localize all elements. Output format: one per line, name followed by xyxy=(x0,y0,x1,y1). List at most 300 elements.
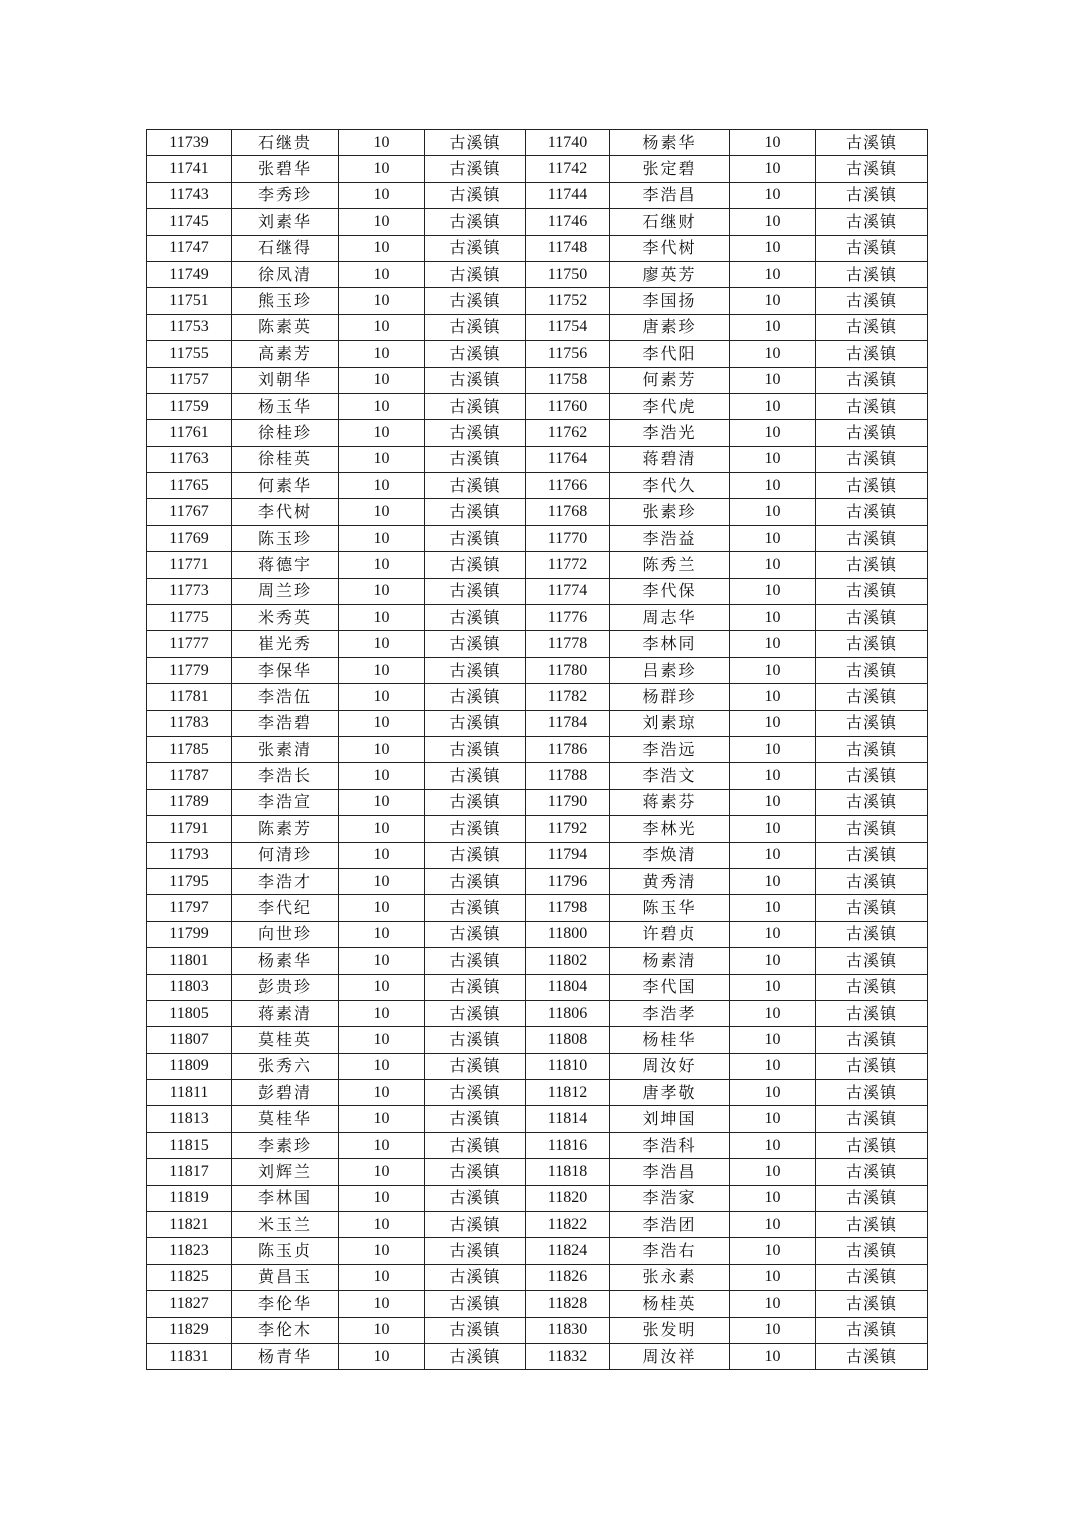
serial-number-cell: 11810 xyxy=(526,1053,610,1079)
town-cell: 古溪镇 xyxy=(425,341,526,367)
name-cell: 向世珍 xyxy=(232,921,339,947)
town-cell: 古溪镇 xyxy=(816,1159,928,1185)
serial-number-cell: 11740 xyxy=(526,130,610,156)
amount-cell: 10 xyxy=(339,1159,425,1185)
amount-cell: 10 xyxy=(339,974,425,1000)
amount-cell: 10 xyxy=(339,1106,425,1132)
town-cell: 古溪镇 xyxy=(425,684,526,710)
amount-cell: 10 xyxy=(730,1053,816,1079)
table-row xyxy=(147,525,928,551)
amount-cell: 10 xyxy=(339,1000,425,1026)
amount-cell: 10 xyxy=(730,1343,816,1369)
amount-cell: 10 xyxy=(339,1212,425,1238)
amount-cell: 10 xyxy=(339,473,425,499)
serial-number-cell: 11818 xyxy=(526,1159,610,1185)
town-cell: 古溪镇 xyxy=(425,1000,526,1026)
name-cell: 杨桂英 xyxy=(610,1291,730,1317)
serial-number-cell: 11790 xyxy=(526,789,610,815)
table-row xyxy=(147,1159,928,1185)
amount-cell: 10 xyxy=(730,948,816,974)
name-cell: 李浩碧 xyxy=(232,710,339,736)
name-cell: 黄昌玉 xyxy=(232,1264,339,1290)
town-cell: 古溪镇 xyxy=(425,578,526,604)
name-cell: 刘坤国 xyxy=(610,1106,730,1132)
name-cell: 杨素华 xyxy=(232,948,339,974)
serial-number-cell: 11754 xyxy=(526,314,610,340)
amount-cell: 10 xyxy=(730,1264,816,1290)
amount-cell: 10 xyxy=(730,235,816,261)
name-cell: 李素珍 xyxy=(232,1132,339,1158)
town-cell: 古溪镇 xyxy=(425,710,526,736)
serial-number-cell: 11799 xyxy=(147,921,232,947)
amount-cell: 10 xyxy=(730,341,816,367)
town-cell: 古溪镇 xyxy=(425,1159,526,1185)
name-cell: 杨青华 xyxy=(232,1343,339,1369)
name-cell: 陈素英 xyxy=(232,314,339,340)
serial-number-cell: 11819 xyxy=(147,1185,232,1211)
amount-cell: 10 xyxy=(730,710,816,736)
serial-number-cell: 11781 xyxy=(147,684,232,710)
name-cell: 李浩团 xyxy=(610,1212,730,1238)
name-cell: 刘朝华 xyxy=(232,367,339,393)
name-cell: 李林同 xyxy=(610,631,730,657)
serial-number-cell: 11755 xyxy=(147,341,232,367)
town-cell: 古溪镇 xyxy=(816,1080,928,1106)
amount-cell: 10 xyxy=(339,1264,425,1290)
town-cell: 古溪镇 xyxy=(425,182,526,208)
amount-cell: 10 xyxy=(339,763,425,789)
town-cell: 古溪镇 xyxy=(816,446,928,472)
serial-number-cell: 11778 xyxy=(526,631,610,657)
serial-number-cell: 11830 xyxy=(526,1317,610,1343)
town-cell: 古溪镇 xyxy=(816,1212,928,1238)
name-cell: 吕素珍 xyxy=(610,657,730,683)
serial-number-cell: 11763 xyxy=(147,446,232,472)
town-cell: 古溪镇 xyxy=(816,605,928,631)
serial-number-cell: 11756 xyxy=(526,341,610,367)
town-cell: 古溪镇 xyxy=(816,1000,928,1026)
amount-cell: 10 xyxy=(730,420,816,446)
serial-number-cell: 11749 xyxy=(147,261,232,287)
town-cell: 古溪镇 xyxy=(816,1343,928,1369)
amount-cell: 10 xyxy=(730,261,816,287)
amount-cell: 10 xyxy=(730,974,816,1000)
table-row xyxy=(147,868,928,894)
town-cell: 古溪镇 xyxy=(425,393,526,419)
table-row xyxy=(147,657,928,683)
town-cell: 古溪镇 xyxy=(425,235,526,261)
serial-number-cell: 11787 xyxy=(147,763,232,789)
amount-cell: 10 xyxy=(339,288,425,314)
town-cell: 古溪镇 xyxy=(816,341,928,367)
amount-cell: 10 xyxy=(730,367,816,393)
town-cell: 古溪镇 xyxy=(816,763,928,789)
amount-cell: 10 xyxy=(730,1027,816,1053)
serial-number-cell: 11766 xyxy=(526,473,610,499)
name-cell: 张碧华 xyxy=(232,156,339,182)
amount-cell: 10 xyxy=(730,130,816,156)
serial-number-cell: 11798 xyxy=(526,895,610,921)
serial-number-cell: 11748 xyxy=(526,235,610,261)
town-cell: 古溪镇 xyxy=(425,1343,526,1369)
town-cell: 古溪镇 xyxy=(425,1212,526,1238)
town-cell: 古溪镇 xyxy=(425,895,526,921)
amount-cell: 10 xyxy=(339,895,425,921)
amount-cell: 10 xyxy=(339,868,425,894)
amount-cell: 10 xyxy=(730,578,816,604)
town-cell: 古溪镇 xyxy=(425,1132,526,1158)
name-cell: 李林光 xyxy=(610,816,730,842)
name-cell: 李代国 xyxy=(610,974,730,1000)
serial-number-cell: 11750 xyxy=(526,261,610,287)
name-cell: 李浩科 xyxy=(610,1132,730,1158)
amount-cell: 10 xyxy=(730,895,816,921)
name-cell: 李浩光 xyxy=(610,420,730,446)
table-row xyxy=(147,156,928,182)
town-cell: 古溪镇 xyxy=(816,473,928,499)
name-cell: 周志华 xyxy=(610,605,730,631)
serial-number-cell: 11753 xyxy=(147,314,232,340)
name-cell: 李浩昌 xyxy=(610,1159,730,1185)
town-cell: 古溪镇 xyxy=(425,499,526,525)
town-cell: 古溪镇 xyxy=(816,552,928,578)
amount-cell: 10 xyxy=(339,1132,425,1158)
table-row xyxy=(147,710,928,736)
town-cell: 古溪镇 xyxy=(816,182,928,208)
name-cell: 刘素琼 xyxy=(610,710,730,736)
town-cell: 古溪镇 xyxy=(425,1317,526,1343)
table-row xyxy=(147,130,928,156)
name-cell: 刘素华 xyxy=(232,209,339,235)
name-cell: 张秀六 xyxy=(232,1053,339,1079)
town-cell: 古溪镇 xyxy=(425,261,526,287)
amount-cell: 10 xyxy=(730,182,816,208)
table-row xyxy=(147,1027,928,1053)
town-cell: 古溪镇 xyxy=(425,605,526,631)
amount-cell: 10 xyxy=(730,1000,816,1026)
table-row xyxy=(147,763,928,789)
town-cell: 古溪镇 xyxy=(816,1317,928,1343)
amount-cell: 10 xyxy=(339,1027,425,1053)
town-cell: 古溪镇 xyxy=(425,130,526,156)
name-cell: 李浩昌 xyxy=(610,182,730,208)
amount-cell: 10 xyxy=(339,1238,425,1264)
table-row xyxy=(147,921,928,947)
serial-number-cell: 11762 xyxy=(526,420,610,446)
serial-number-cell: 11811 xyxy=(147,1080,232,1106)
serial-number-cell: 11739 xyxy=(147,130,232,156)
amount-cell: 10 xyxy=(730,631,816,657)
name-cell: 李浩远 xyxy=(610,736,730,762)
name-cell: 蒋德宇 xyxy=(232,552,339,578)
town-cell: 古溪镇 xyxy=(816,868,928,894)
town-cell: 古溪镇 xyxy=(816,1053,928,1079)
serial-number-cell: 11813 xyxy=(147,1106,232,1132)
table-row xyxy=(147,895,928,921)
town-cell: 古溪镇 xyxy=(816,948,928,974)
serial-number-cell: 11806 xyxy=(526,1000,610,1026)
amount-cell: 10 xyxy=(339,235,425,261)
table-row xyxy=(147,288,928,314)
amount-cell: 10 xyxy=(730,921,816,947)
name-cell: 张素清 xyxy=(232,736,339,762)
serial-number-cell: 11829 xyxy=(147,1317,232,1343)
amount-cell: 10 xyxy=(339,1343,425,1369)
name-cell: 李浩益 xyxy=(610,525,730,551)
town-cell: 古溪镇 xyxy=(816,1106,928,1132)
serial-number-cell: 11782 xyxy=(526,684,610,710)
name-cell: 张发明 xyxy=(610,1317,730,1343)
town-cell: 古溪镇 xyxy=(425,1106,526,1132)
name-cell: 杨玉华 xyxy=(232,393,339,419)
name-cell: 李浩家 xyxy=(610,1185,730,1211)
amount-cell: 10 xyxy=(730,868,816,894)
name-cell: 徐桂英 xyxy=(232,446,339,472)
town-cell: 古溪镇 xyxy=(425,1080,526,1106)
amount-cell: 10 xyxy=(339,605,425,631)
name-cell: 蒋素芬 xyxy=(610,789,730,815)
town-cell: 古溪镇 xyxy=(425,1238,526,1264)
town-cell: 古溪镇 xyxy=(816,921,928,947)
serial-number-cell: 11802 xyxy=(526,948,610,974)
serial-number-cell: 11816 xyxy=(526,1132,610,1158)
serial-number-cell: 11767 xyxy=(147,499,232,525)
amount-cell: 10 xyxy=(730,1185,816,1211)
serial-number-cell: 11803 xyxy=(147,974,232,1000)
table-row xyxy=(147,499,928,525)
table-row xyxy=(147,367,928,393)
name-cell: 陈素芳 xyxy=(232,816,339,842)
amount-cell: 10 xyxy=(730,552,816,578)
amount-cell: 10 xyxy=(730,657,816,683)
name-cell: 莫桂华 xyxy=(232,1106,339,1132)
name-cell: 崔光秀 xyxy=(232,631,339,657)
amount-cell: 10 xyxy=(730,816,816,842)
town-cell: 古溪镇 xyxy=(816,393,928,419)
town-cell: 古溪镇 xyxy=(816,710,928,736)
town-cell: 古溪镇 xyxy=(816,895,928,921)
table-row xyxy=(147,974,928,1000)
name-cell: 李代纪 xyxy=(232,895,339,921)
name-cell: 李保华 xyxy=(232,657,339,683)
serial-number-cell: 11759 xyxy=(147,393,232,419)
amount-cell: 10 xyxy=(339,631,425,657)
table-row xyxy=(147,552,928,578)
name-cell: 杨素华 xyxy=(610,130,730,156)
serial-number-cell: 11796 xyxy=(526,868,610,894)
town-cell: 古溪镇 xyxy=(816,1291,928,1317)
town-cell: 古溪镇 xyxy=(425,1185,526,1211)
table-row xyxy=(147,473,928,499)
table-row xyxy=(147,605,928,631)
table-row xyxy=(147,420,928,446)
table-row xyxy=(147,789,928,815)
town-cell: 古溪镇 xyxy=(425,1027,526,1053)
amount-cell: 10 xyxy=(339,446,425,472)
serial-number-cell: 11760 xyxy=(526,393,610,419)
name-cell: 石继贵 xyxy=(232,130,339,156)
amount-cell: 10 xyxy=(339,657,425,683)
amount-cell: 10 xyxy=(339,367,425,393)
name-cell: 李国扬 xyxy=(610,288,730,314)
serial-number-cell: 11777 xyxy=(147,631,232,657)
table-row xyxy=(147,1185,928,1211)
serial-number-cell: 11794 xyxy=(526,842,610,868)
serial-number-cell: 11765 xyxy=(147,473,232,499)
serial-number-cell: 11761 xyxy=(147,420,232,446)
name-cell: 蒋素清 xyxy=(232,1000,339,1026)
name-cell: 张定碧 xyxy=(610,156,730,182)
town-cell: 古溪镇 xyxy=(816,130,928,156)
town-cell: 古溪镇 xyxy=(425,736,526,762)
serial-number-cell: 11774 xyxy=(526,578,610,604)
serial-number-cell: 11751 xyxy=(147,288,232,314)
amount-cell: 10 xyxy=(339,314,425,340)
serial-number-cell: 11825 xyxy=(147,1264,232,1290)
name-cell: 刘辉兰 xyxy=(232,1159,339,1185)
roster-body xyxy=(147,130,928,1370)
amount-cell: 10 xyxy=(730,446,816,472)
town-cell: 古溪镇 xyxy=(425,763,526,789)
town-cell: 古溪镇 xyxy=(816,974,928,1000)
serial-number-cell: 11741 xyxy=(147,156,232,182)
amount-cell: 10 xyxy=(339,842,425,868)
amount-cell: 10 xyxy=(339,1080,425,1106)
town-cell: 古溪镇 xyxy=(425,552,526,578)
table-row xyxy=(147,816,928,842)
name-cell: 李伦木 xyxy=(232,1317,339,1343)
amount-cell: 10 xyxy=(339,261,425,287)
name-cell: 杨素清 xyxy=(610,948,730,974)
town-cell: 古溪镇 xyxy=(816,1185,928,1211)
name-cell: 唐素珍 xyxy=(610,314,730,340)
serial-number-cell: 11785 xyxy=(147,736,232,762)
town-cell: 古溪镇 xyxy=(425,209,526,235)
serial-number-cell: 11807 xyxy=(147,1027,232,1053)
serial-number-cell: 11826 xyxy=(526,1264,610,1290)
serial-number-cell: 11764 xyxy=(526,446,610,472)
name-cell: 李代树 xyxy=(232,499,339,525)
name-cell: 周汝祥 xyxy=(610,1343,730,1369)
amount-cell: 10 xyxy=(730,605,816,631)
name-cell: 李浩孝 xyxy=(610,1000,730,1026)
town-cell: 古溪镇 xyxy=(425,948,526,974)
town-cell: 古溪镇 xyxy=(816,261,928,287)
amount-cell: 10 xyxy=(730,763,816,789)
amount-cell: 10 xyxy=(730,314,816,340)
serial-number-cell: 11780 xyxy=(526,657,610,683)
amount-cell: 10 xyxy=(730,1317,816,1343)
town-cell: 古溪镇 xyxy=(816,209,928,235)
table-row xyxy=(147,1080,928,1106)
amount-cell: 10 xyxy=(339,499,425,525)
serial-number-cell: 11812 xyxy=(526,1080,610,1106)
town-cell: 古溪镇 xyxy=(816,816,928,842)
table-row xyxy=(147,393,928,419)
serial-number-cell: 11745 xyxy=(147,209,232,235)
table-row xyxy=(147,182,928,208)
town-cell: 古溪镇 xyxy=(816,736,928,762)
amount-cell: 10 xyxy=(339,684,425,710)
name-cell: 米玉兰 xyxy=(232,1212,339,1238)
town-cell: 古溪镇 xyxy=(425,1291,526,1317)
table-row xyxy=(147,1264,928,1290)
amount-cell: 10 xyxy=(339,736,425,762)
table-row xyxy=(147,948,928,974)
table-row xyxy=(147,1132,928,1158)
amount-cell: 10 xyxy=(339,182,425,208)
amount-cell: 10 xyxy=(730,684,816,710)
table-row xyxy=(147,1000,928,1026)
town-cell: 古溪镇 xyxy=(425,420,526,446)
amount-cell: 10 xyxy=(730,789,816,815)
table-row xyxy=(147,578,928,604)
town-cell: 古溪镇 xyxy=(425,868,526,894)
table-row xyxy=(147,1053,928,1079)
name-cell: 陈玉华 xyxy=(610,895,730,921)
table-row xyxy=(147,1212,928,1238)
town-cell: 古溪镇 xyxy=(816,525,928,551)
name-cell: 彭碧清 xyxy=(232,1080,339,1106)
town-cell: 古溪镇 xyxy=(425,789,526,815)
name-cell: 徐凤清 xyxy=(232,261,339,287)
name-cell: 廖英芳 xyxy=(610,261,730,287)
amount-cell: 10 xyxy=(730,156,816,182)
amount-cell: 10 xyxy=(730,842,816,868)
amount-cell: 10 xyxy=(730,393,816,419)
name-cell: 张素珍 xyxy=(610,499,730,525)
serial-number-cell: 11769 xyxy=(147,525,232,551)
table-row xyxy=(147,1106,928,1132)
town-cell: 古溪镇 xyxy=(425,816,526,842)
serial-number-cell: 11804 xyxy=(526,974,610,1000)
name-cell: 李浩右 xyxy=(610,1238,730,1264)
serial-number-cell: 11795 xyxy=(147,868,232,894)
amount-cell: 10 xyxy=(730,1291,816,1317)
name-cell: 李代虎 xyxy=(610,393,730,419)
amount-cell: 10 xyxy=(730,736,816,762)
serial-number-cell: 11827 xyxy=(147,1291,232,1317)
town-cell: 古溪镇 xyxy=(425,657,526,683)
serial-number-cell: 11793 xyxy=(147,842,232,868)
town-cell: 古溪镇 xyxy=(816,1238,928,1264)
table-row xyxy=(147,314,928,340)
name-cell: 李林国 xyxy=(232,1185,339,1211)
amount-cell: 10 xyxy=(339,921,425,947)
town-cell: 古溪镇 xyxy=(425,288,526,314)
name-cell: 周兰珍 xyxy=(232,578,339,604)
amount-cell: 10 xyxy=(730,209,816,235)
name-cell: 莫桂英 xyxy=(232,1027,339,1053)
serial-number-cell: 11822 xyxy=(526,1212,610,1238)
town-cell: 古溪镇 xyxy=(816,1027,928,1053)
serial-number-cell: 11800 xyxy=(526,921,610,947)
name-cell: 彭贵珍 xyxy=(232,974,339,1000)
amount-cell: 10 xyxy=(339,552,425,578)
table-row xyxy=(147,209,928,235)
amount-cell: 10 xyxy=(339,1317,425,1343)
town-cell: 古溪镇 xyxy=(425,842,526,868)
serial-number-cell: 11792 xyxy=(526,816,610,842)
amount-cell: 10 xyxy=(339,393,425,419)
amount-cell: 10 xyxy=(730,1106,816,1132)
name-cell: 陈秀兰 xyxy=(610,552,730,578)
amount-cell: 10 xyxy=(339,948,425,974)
town-cell: 古溪镇 xyxy=(425,156,526,182)
amount-cell: 10 xyxy=(339,816,425,842)
serial-number-cell: 11823 xyxy=(147,1238,232,1264)
town-cell: 古溪镇 xyxy=(816,156,928,182)
